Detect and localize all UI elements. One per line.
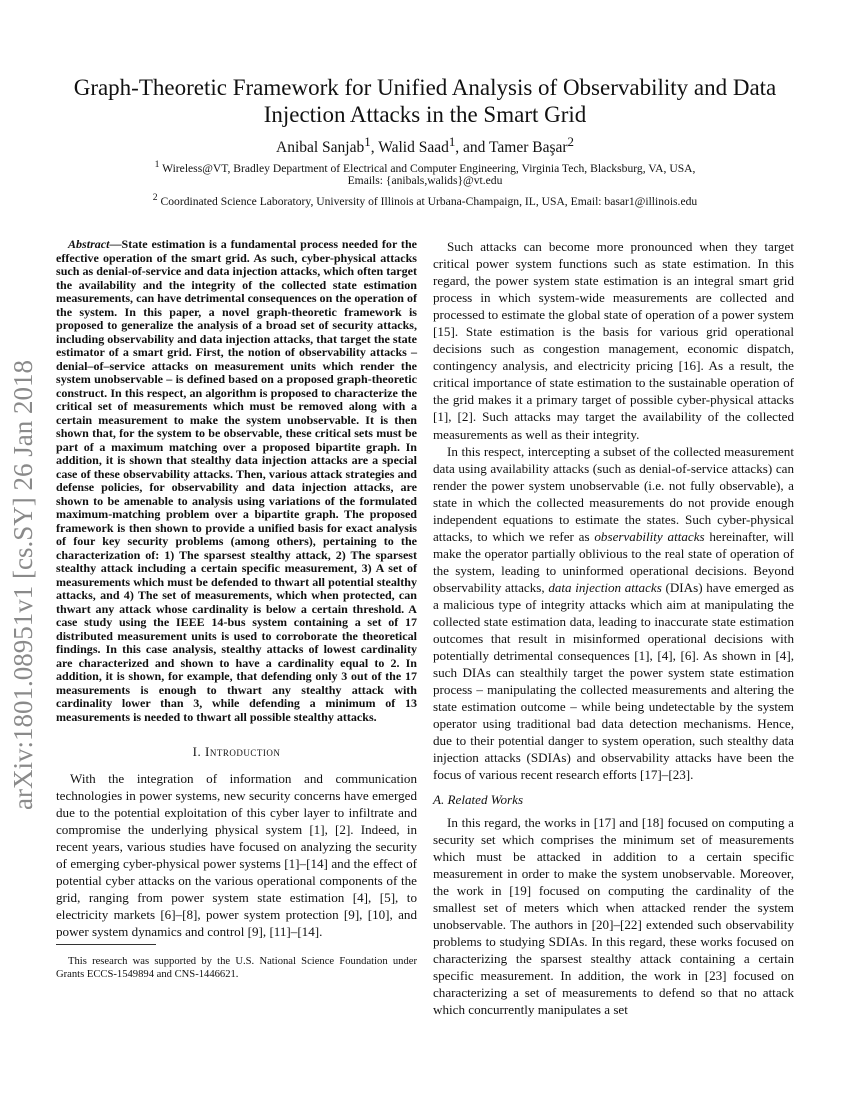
affiliation-2-text: Coordinated Science Laboratory, University of Illinois at Urbana-Champaign, IL, USA, Email: basar1@illinois.edu [160,194,698,208]
author-2-affil: 1 [448,134,456,149]
title-line-1: Graph-Theoretic Framework for Unified Analysis of Observability and Data [73,75,777,100]
affiliation-1-text: Wireless@VT, Bradley Department of Electrical and Computer Engineering, Virginia Tech, Blacksburg, VA, USA, [162,161,696,175]
right-column [433,238,794,1018]
text-span: (DIAs) have emerged as a malicious type of integrity attacks which aim at manipulating the collected state estimation data, leading to inaccurate state estimation outcomes that result in misinformed operational decisions with potentially detrimental consequences [1], [4], [6]. As shown in [4], such DIAs can stealthily target the power system state estimation process – manipulating the collected measurements and altering the state estimation outcome – while being undetectable by the system operator using traditional bad data detection mechanisms. Hence, due to their potential danger to system operation, such stealthy data injection attacks (SDIAs) and observability attacks have been the focus of various recent research efforts [17]–[23]. [433,579,794,783]
paper-title [40,74,810,128]
right-paragraph-1: Such attacks can become more pronounced when they target critical power system functions such as state estimation. In this regard, the power system state estimation is an integral smart grid process in which system-wide measurements are collected and processed to estimate the global state of operation of a power system [15]. State estimation is the basis for various grid operational decisions such as congestion management, economic dispatch, contingency analysis, and electricity pricing [16]. As a result, the critical importance of state estimation to the sustainable operation of the grid makes it a primary target of possible cyber-physical attacks [1], [2]. Such attacks may target the availability of the collected measurements as well as their integrity. [433,239,794,442]
arxiv-sidebar-stamp [0,300,46,820]
author-1: Anibal Sanjab [276,139,365,157]
text-span: hereinafter, will make the operator partially oblivious to the real state of operation of the system, leading to uninformed operational decisions. Beyond observability attacks, [433,528,794,595]
section-title: Introduction [205,744,281,759]
author-2: Walid Saad [378,139,449,157]
emphasis-data-injection-attacks: data injection attacks [548,579,662,595]
affiliation-1-email: Emails: {anibals,walids}@vt.edu [347,174,503,187]
text-span: In this respect, intercepting a subset of the collected measurement data using availability attacks (such as denial-of-service attacks) can render the power system unobservable (i.e. not fully observable), a state in which the collected measurements do not provide enough independent equations to estimate the states. Such cyber-physical attacks, to which we refer as [433,443,794,544]
abstract [56,238,417,724]
author-separator: , [370,139,379,157]
affiliation-1-number: 1 [154,159,160,170]
affiliation-2-number: 2 [152,192,158,203]
abstract-text: —State estimation is a fundamental process needed for the effective operation of the smart grid. As such, cyber-physical attacks such as denial-of-service and data injection attacks, which often target the availability and the integrity of the collected state estimation measurements, can have detrimental consequences on the operation of the system. In this paper, a novel graph-theoretic framework is proposed to generalize the analysis of a broad set of security attacks, including observability and data injection attacks, that target the state estimator of a smart grid. First, the notion of observability attacks – denial–of–service attacks on measurement units which render the system unobservable – is defined based on a proposed graph-theoretic construct. In this respect, an algorithm is proposed to characterize the critical set of measurements which must be removed along with a certain measurement to make the system unobservable. It is then shown that, for the system to be observable, these critical sets must be part of a maximum matching over a proposed bipartite graph. In addition, it is shown that stealthy data injection attacks are a special case of these observability attacks. Then, various attack strategies and defense policies, for observability and data injection attacks, are shown to be amenable to analysis using variations of the formulated maximum-matching problem over a bipartite graph. The proposed framework is then shown to provide a unified basis for exact analysis of four key security problems (among others), pertaining to the characterization of: 1) The sparsest stealthy attack, 2) The sparsest stealthy attack including a certain specific measurement, 3) A set of measurements which must be defended to thwart all potential stealthy attacks, and 4) The set of measurements, which when protected, can thwart any attack whose cardinality is below a certain threshold. A case study using the IEEE 14-bus system containing a set of 17 distributed measurement units is used to corroborate the theoretical findings. In this case analysis, stealthy attacks of lowest cardinality are characterized and shown to have a cardinality equal to 2. In addition, it is shown, for example, that defending only 3 out of the 17 measurements is enough to thwart any stealthy attack with cardinality lower than 3, while defending a minimum of 13 measurements is needed to thwart all possible stealthy attacks. [56,237,417,724]
author-1-affil: 1 [364,134,371,149]
intro-paragraph-1: With the integration of information and communication technologies in power systems, new security concerns have emerged due to the potential exploitation of this cyber layer to infiltrate and compromise the underlying physical system [1], [2]. Indeed, in recent years, various studies have focused on analyzing the security of emerging cyber-physical power systems [1]–[14] and the effect of potential cyber attacks on the various operational components of the grid, ranging from power system state estimation [4], [5], to electricity markets [6]–[8], power system protection [9], [10], and power system dynamics and control [9], [11]–[14]. [56,771,417,940]
section-heading-introduction [56,744,417,760]
section-number: I. [192,744,205,759]
arxiv-id-text: arXiv:1801.08951v1 [cs.SY] 26 Jan 2018 [8,360,38,810]
affiliation-2 [0,190,850,209]
subsection-heading-related-works: A. Related Works [433,791,524,807]
right-paragraph-3: In this regard, the works in [17] and [18] focused on computing a security set which comprises the minimum set of measurements which must be attacked in addition to a certain specific measurement in order to make the system unobservable. Moreover, the work in [19] focused on computing the cardinality of the smallest set of meters which when attacked render the system unobservable. The authors in [20]–[22] extended such observability problems to studying SDIAs. In this regard, these works focused on characterizing the sparsest stealthy attack containing a certain specific measurement. In addition, the work in [23] focused on characterizing a set of measurements to defend so that no attack which concurrently manipulates a set [433,814,794,1018]
right-paragraph-2 [433,443,794,784]
author-3-affil: 2 [567,134,574,149]
abstract-lead: Abstract [68,237,110,251]
emphasis-observability-attacks: observability attacks [594,528,705,544]
left-column [56,238,417,981]
funding-footnote: This research was supported by the U.S. National Science Foundation under Grants ECCS-1549894 and CNS-1446621. [56,956,417,981]
footnote-rule [56,944,156,945]
title-line-2: Injection Attacks in the Smart Grid [263,102,587,127]
author-3: Tamer Başar [489,139,568,157]
author-list [0,134,850,157]
author-separator: , and [455,139,490,157]
